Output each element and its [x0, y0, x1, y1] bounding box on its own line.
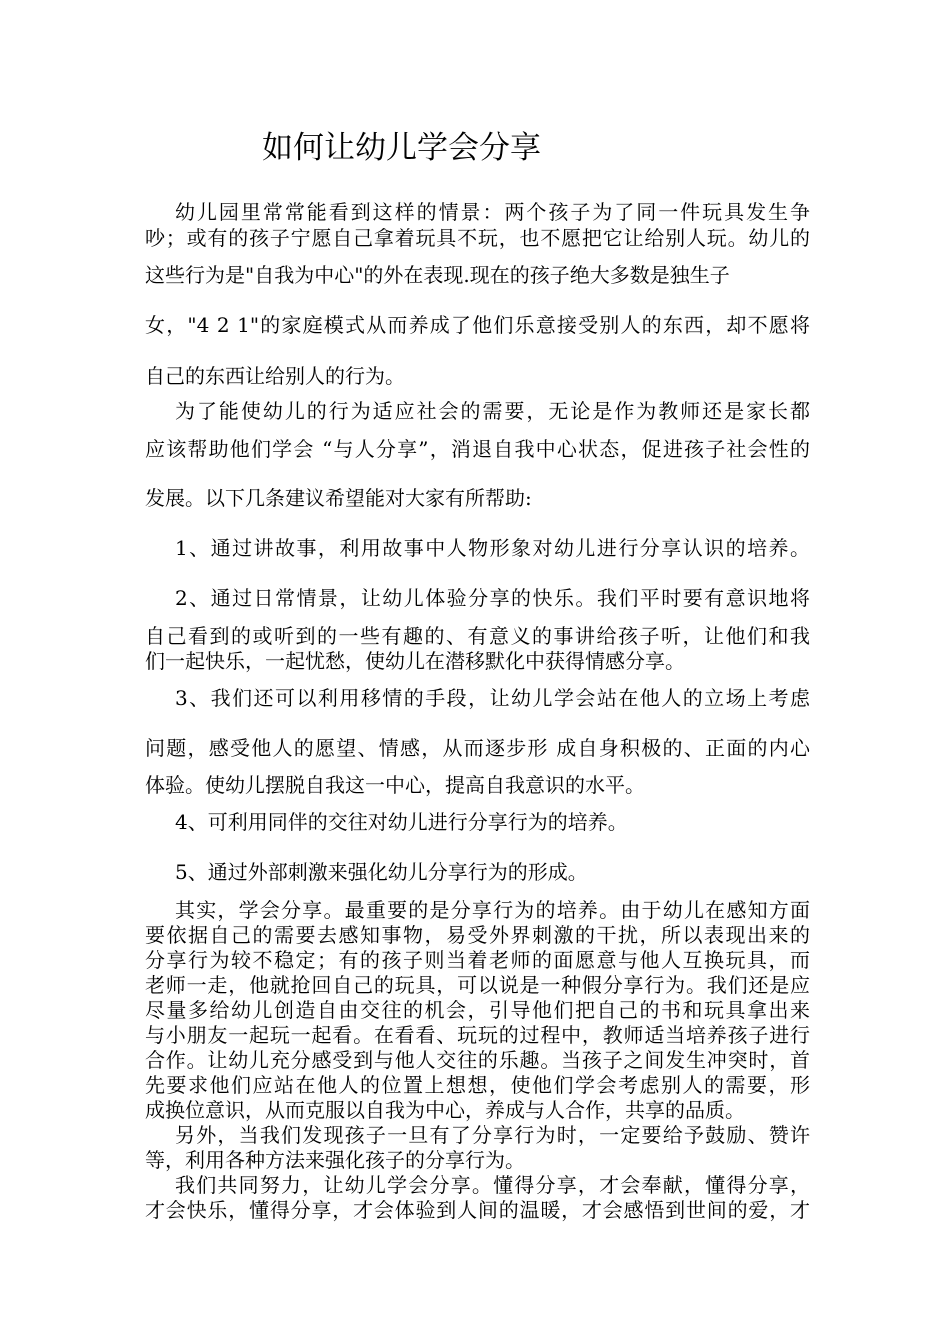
text-line: 为了能使幼儿的行为适应社会的需要，无论是作为教师还是家长都 — [175, 399, 810, 423]
list-item: 3、我们还可以利用移情的手段，让幼儿学会站在他人的立场上考虑 — [175, 686, 810, 710]
text-line: 老师一走，他就抢回自己的玩具，可以说是一种假分享行为。我们还是应 — [145, 973, 810, 997]
text-line: 成换位意识，从而克服以自我为中心，养成与人合作，共享的品质。 — [145, 1098, 745, 1122]
text-line: 自己看到的或听到的一些有趣的、有意义的事讲给孩子听，让他们和我 — [145, 624, 810, 648]
text-line: 女，"4 2 1"的家庭模式从而养成了他们乐意接受别人的东西，却不愿将 — [145, 313, 810, 337]
document-title: 如何让幼儿学会分享 — [262, 130, 541, 166]
text-line: 与小朋友一起玩一起看。在看看、玩玩的过程中，教师适当培养孩子进行 — [145, 1023, 810, 1047]
list-item: 4、可利用同伴的交往对幼儿进行分享行为的培养。 — [175, 810, 628, 834]
text-line: 另外，当我们发现孩子一旦有了分享行为时，一定要给予鼓励、赞许 — [175, 1123, 810, 1147]
text-line: 其实，学会分享。最重要的是分享行为的培养。由于幼儿在感知方面 — [175, 898, 810, 922]
text-line: 自己的东西让给别人的行为。 — [145, 364, 405, 388]
text-line: 吵；或有的孩子宁愿自己拿着玩具不玩，也不愿把它让给别人玩。幼儿的 — [145, 226, 810, 250]
text-line: 我们共同努力，让幼儿学会分享。懂得分享，才会奉献，懂得分享， — [175, 1173, 810, 1197]
text-line: 分享行为较不稳定；有的孩子则当着老师的面愿意与他人互换玩具，而 — [145, 948, 810, 972]
text-line: 这些行为是"自我为中心"的外在表现.现在的孩子绝大多数是独生子 — [145, 263, 730, 287]
text-line: 尽量多给幼儿创造自由交往的机会，引导他们把自己的书和玩具拿出来 — [145, 998, 810, 1022]
text-line: 发展。以下几条建议希望能对大家有所帮助: — [145, 486, 532, 510]
text-line: 合作。让幼儿充分感受到与他人交往的乐趣。当孩子之间发生冲突时，首 — [145, 1048, 810, 1072]
text-line: 幼儿园里常常能看到这样的情景：两个孩子为了同一件玩具发生争 — [175, 200, 810, 224]
list-item: 1、通过讲故事，利用故事中人物形象对幼儿进行分享认识的培养。 — [175, 536, 810, 560]
text-line: 问题，感受他人的愿望、情感，从而逐步形 成自身积极的、正面的内心 — [145, 736, 810, 760]
text-line: 要依据自己的需要去感知事物，易受外界刺激的干扰，所以表现出来的 — [145, 923, 810, 947]
text-line: 体验。使幼儿摆脱自我这一中心，提高自我意识的水平。 — [145, 773, 645, 797]
text-line: 才会快乐，懂得分享，才会体验到人间的温暖，才会感悟到世间的爱，才 — [145, 1198, 810, 1222]
text-line: 等，利用各种方法来强化孩子的分享行为。 — [145, 1148, 525, 1172]
list-item: 5、通过外部刺激来强化幼儿分享行为的形成。 — [175, 860, 588, 884]
text-line: 们一起快乐，一起忧愁，使幼儿在潜移默化中获得情感分享。 — [145, 649, 685, 673]
list-item: 2、通过日常情景，让幼儿体验分享的快乐。我们平时要有意识地将 — [175, 586, 810, 610]
text-line: 先要求他们应站在他人的位置上想想，使他们学会考虑别人的需要，形 — [145, 1073, 810, 1097]
text-line: 应该帮助他们学会 “与人分享”，消退自我中心状态，促进孩子社会性的 — [145, 437, 810, 461]
